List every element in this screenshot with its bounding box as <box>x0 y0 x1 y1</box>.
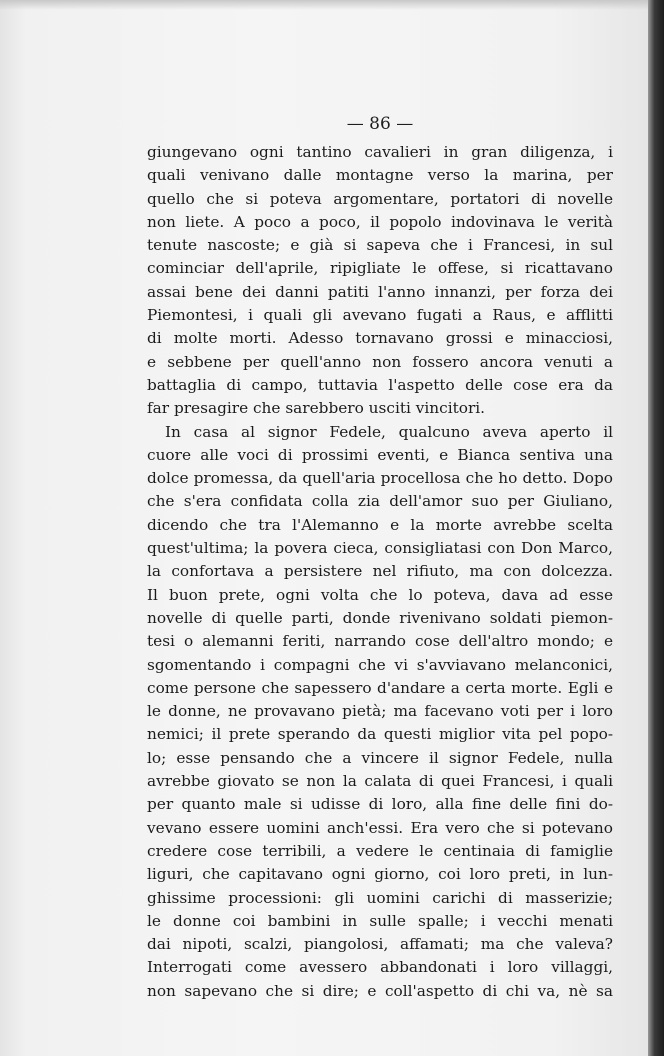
text-line: Piemontesi, i quali gli avevano fugati a Raus, e afflitti <box>147 306 613 325</box>
text-line: ghissime processioni: gli uomini carichi di masserizie; <box>147 888 613 907</box>
text-line: Il buon prete, ogni volta che lo poteva, dava ad esse <box>147 585 613 604</box>
text-line: vevano essere uomini anch'essi. Era vero che si potevano <box>147 818 613 837</box>
text-line: novelle di quelle parti, donde rivenivano soldati piemon- <box>147 608 613 627</box>
text-line: battaglia di campo, tuttavia l'aspetto delle cose era da <box>147 375 613 394</box>
text-line: quest'ultima; la povera cieca, consigliatasi con Don Marco, <box>147 539 613 558</box>
text-line: giungevano ogni tantino cavalieri in gran diligenza, i <box>147 143 613 161</box>
text-line: assai bene dei danni patiti l'anno innanzi, per forza dei <box>147 282 613 301</box>
text-line: cominciar dell'aprile, ripigliate le offese, si ricattavano <box>147 259 613 278</box>
text-line: In casa al signor Fedele, qualcuno aveva aperto il <box>165 422 613 441</box>
text-line: quali venivano dalle montagne verso la marina, per <box>147 166 613 185</box>
text-line: lo; esse pensando che a vincere il signor Fedele, nulla <box>147 748 613 767</box>
page-binding-edge <box>648 0 664 1056</box>
text-line: e sebbene per quell'anno non fossero ancora venuti a <box>147 352 613 371</box>
page-number: — 86 — <box>346 114 414 134</box>
text-line: per quanto male si udisse di loro, alla fine delle fini do- <box>147 795 613 814</box>
text-line: come persone che sapessero d'andare a certa morte. Egli e <box>147 678 613 697</box>
text-line: dolce promessa, da quell'aria procellosa che ho detto. Dopo <box>147 469 613 488</box>
text-line: nemici; il prete sperando da questi miglior vita pel popo- <box>147 725 613 744</box>
body-text <box>147 141 613 1003</box>
text-line: non liete. A poco a poco, il popolo indovinava le verità <box>147 212 613 231</box>
text-line: quello che si poteva argomentare, portatori di novelle <box>147 189 613 208</box>
text-line: tesi o alemanni feriti, narrando cose dell'altro mondo; e <box>147 632 613 651</box>
text-line: far presagire che sarebbero usciti vincitori. <box>147 399 486 418</box>
text-line: dicendo che tra l'Alemanno e la morte avrebbe scelta <box>147 515 613 534</box>
text-line: la confortava a persistere nel rifiuto, ma con dolcezza. <box>147 562 613 581</box>
text-line: tenute nascoste; e già si sapeva che i Francesi, in sul <box>147 236 613 255</box>
text-line: dai nipoti, scalzi, piangolosi, affamati; ma che valeva? <box>147 935 613 954</box>
text-line: di molte morti. Adesso tornavano grossi e minacciosi, <box>147 329 613 348</box>
text-line: liguri, che capitavano ogni giorno, coi loro preti, in lun- <box>147 865 613 884</box>
text-line: avrebbe giovato se non la calata di quei Francesi, i quali <box>147 772 613 791</box>
text-line: sgomentando i compagni che vi s'avviavano melanconici, <box>147 655 613 674</box>
text-line: che s'era confidata colla zia dell'amor suo per Giuliano, <box>147 492 613 511</box>
text-line: le donne, ne provavano pietà; ma facevano voti per i loro <box>147 702 613 721</box>
text-line: le donne coi bambini in sulle spalle; i vecchi menati <box>147 911 613 930</box>
text-line: Interrogati come avessero abbandonati i loro villaggi, <box>147 958 613 977</box>
text-line: cuore alle voci di prossimi eventi, e Bianca sentiva una <box>147 445 613 464</box>
page-top-shadow <box>0 0 648 10</box>
text-line: credere cose terribili, a vedere le centinaia di famiglie <box>147 841 613 860</box>
text-line: non sapevano che si dire; e coll'aspetto di chi va, nè sa <box>147 981 613 1000</box>
